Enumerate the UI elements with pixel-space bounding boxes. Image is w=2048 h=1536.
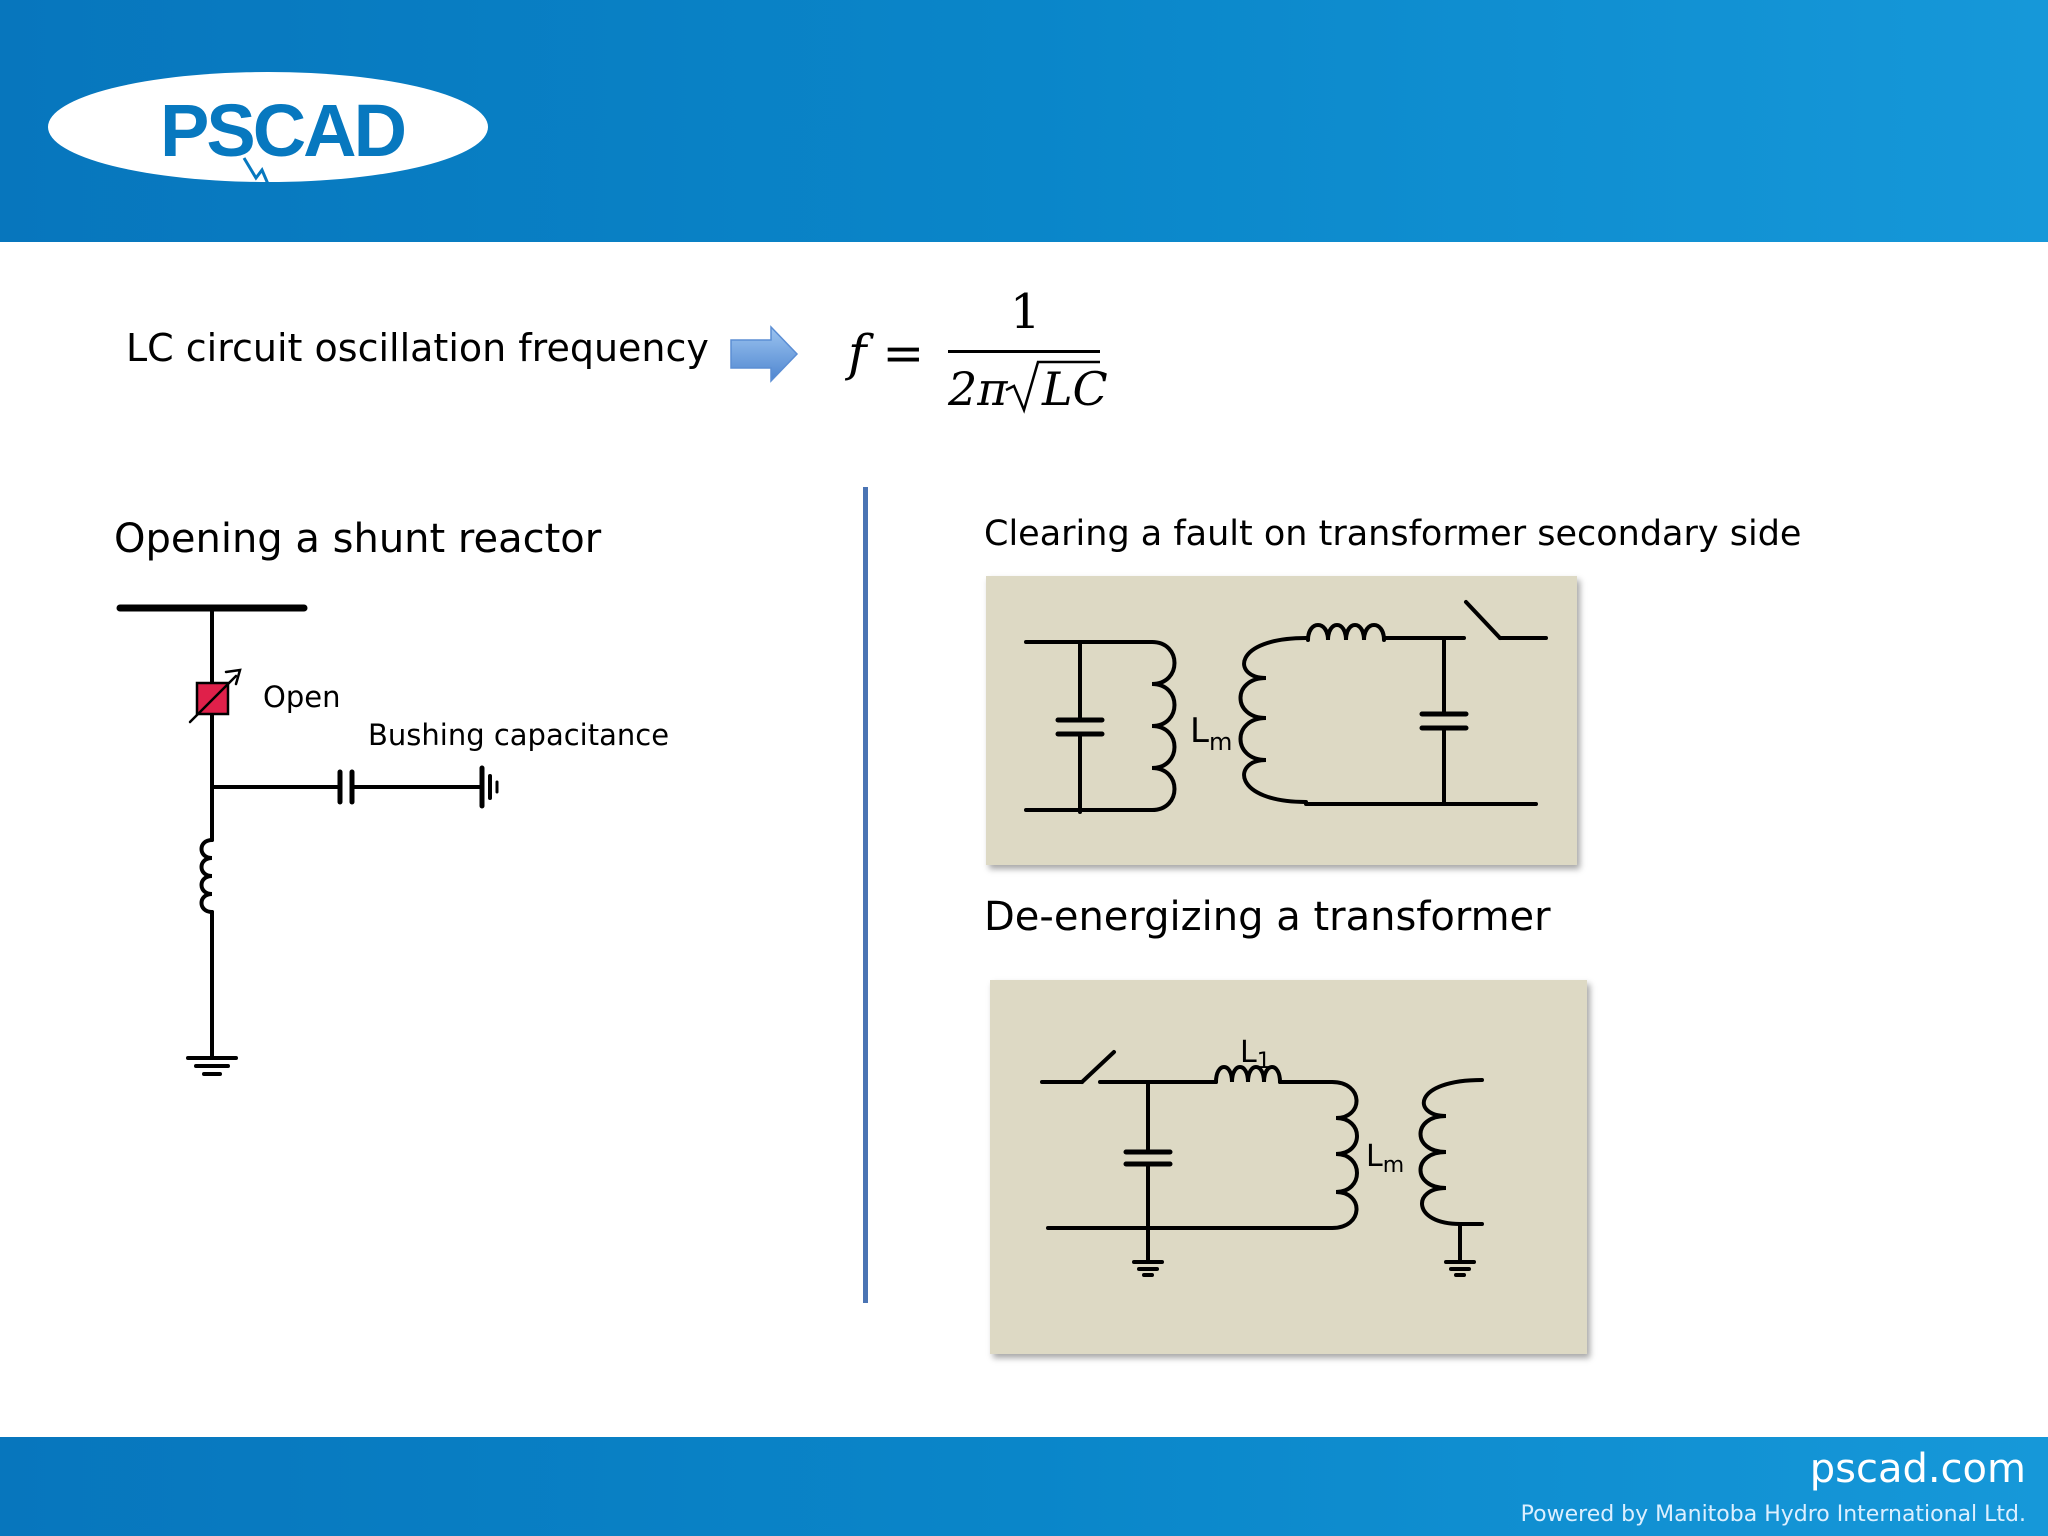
- switch-icon: [1082, 1052, 1114, 1082]
- l1-label: $L_1$: [1240, 1035, 1271, 1074]
- open-label: Open: [263, 680, 341, 714]
- de-energizing-title: De-energizing a transformer: [984, 894, 1551, 940]
- shunt-reactor-title: Opening a shunt reactor: [114, 516, 602, 562]
- formula-radicand: LC: [1042, 362, 1108, 416]
- formula-numerator: 1: [1010, 284, 1041, 340]
- formula-lhs: f =: [848, 324, 925, 382]
- fault-clearing-title: Clearing a fault on transformer secondary side: [984, 514, 1802, 554]
- formula-denominator-prefix: 2π: [948, 362, 1008, 416]
- lm-label-2: $L_m$: [1366, 1139, 1405, 1178]
- bushing-capacitance-label: Bushing capacitance: [368, 718, 670, 752]
- logo-text: PSCAD: [160, 89, 405, 172]
- footer-site-link[interactable]: pscad.com: [1809, 1446, 2026, 1492]
- lm-label-1: $L_m$: [1190, 711, 1233, 756]
- magnetizing-coil-secondary: [1421, 1080, 1483, 1224]
- footer-powered-by: Powered by Manitoba Hydro International Ltd.: [1520, 1502, 2026, 1527]
- lc-frequency-label: LC circuit oscillation frequency: [126, 326, 709, 370]
- magnetizing-coil-primary: [1332, 1082, 1357, 1228]
